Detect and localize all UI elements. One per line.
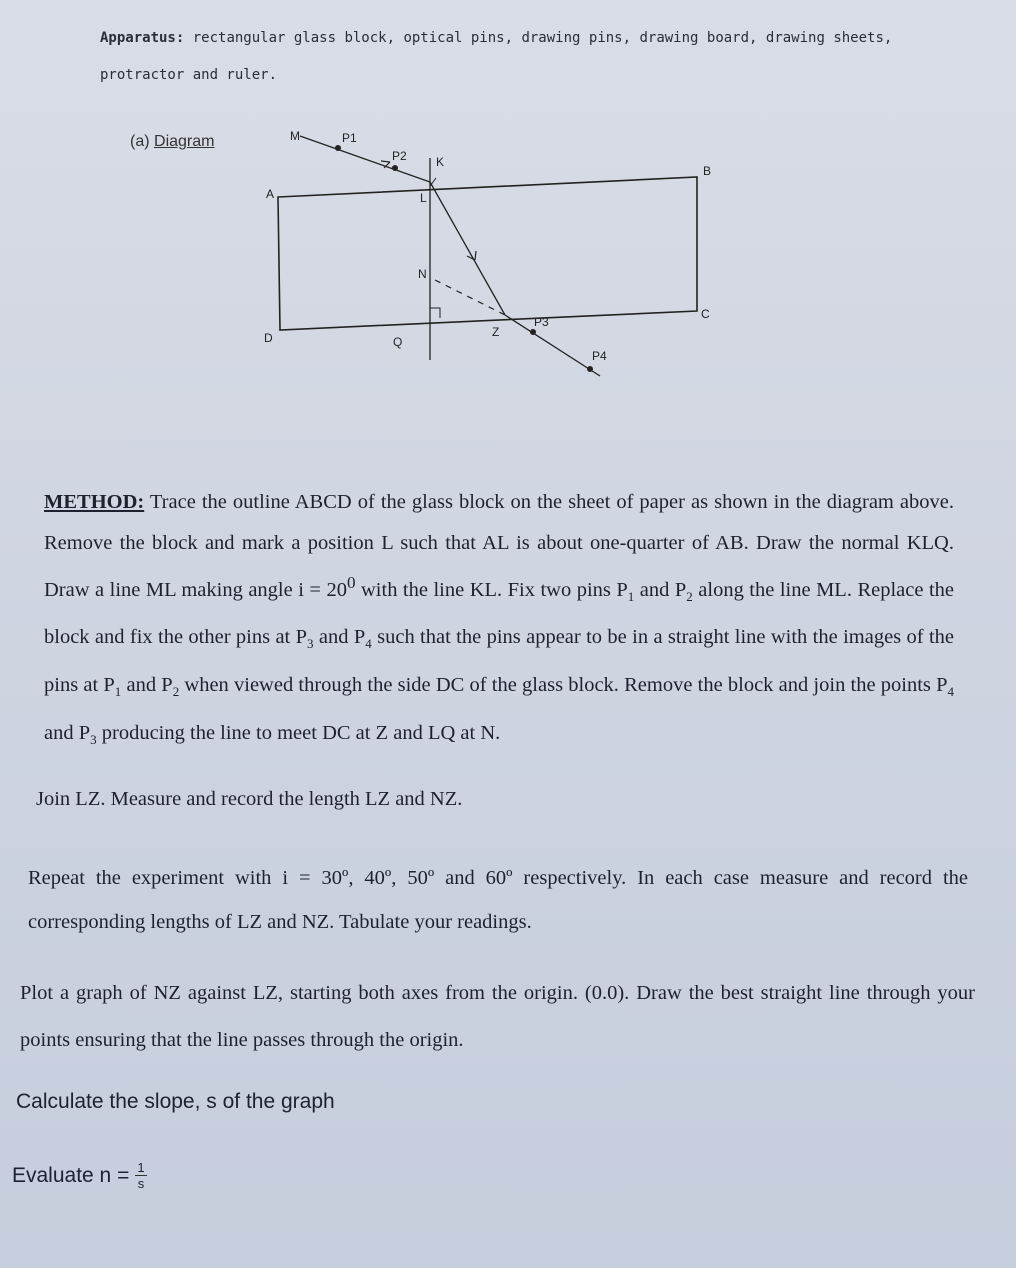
pin-p2 (392, 165, 398, 171)
label-p2: P2 (392, 149, 407, 163)
fraction-denominator: s (137, 1176, 145, 1191)
fraction-one-over-s (135, 1160, 146, 1191)
label-c: C (701, 307, 710, 321)
pin-p1 (335, 145, 341, 151)
slope-instruction: Calculate the slope, s of the graph (16, 1090, 335, 1113)
incident-ray (300, 136, 430, 182)
label-d: D (264, 331, 273, 345)
label-p4: P4 (592, 349, 607, 363)
pin-p4 (587, 366, 593, 372)
refracted-ray (430, 182, 505, 315)
diagram-caption-text: Diagram (154, 133, 215, 150)
apparatus-text: rectangular glass block, optical pins, drawing pins, drawing board, drawing sheets, protractor and ruler. (100, 30, 893, 83)
glass-block-diagram (230, 120, 750, 390)
emergent-ray (505, 315, 600, 376)
label-l: L (420, 191, 427, 205)
pin-p3 (530, 329, 536, 335)
apparatus-label: Apparatus: (100, 30, 185, 46)
label-p1: P1 (342, 131, 357, 145)
label-b: B (703, 164, 712, 178)
diagram-caption (130, 133, 214, 151)
evaluate-instruction (12, 1160, 147, 1191)
join-instruction: Join LZ. Measure and record the length LZ and NZ. (36, 788, 463, 810)
repeat-instruction: Repeat the experiment with i = 30º, 40º, 50º and 60º respectively. In each case measure and record the corresponding lengths of LZ and NZ. Tabulate your readings. (28, 867, 968, 933)
label-k: K (436, 155, 445, 169)
label-a: A (266, 187, 275, 201)
label-z: Z (492, 325, 500, 339)
apparatus-line (100, 20, 920, 94)
label-p3: P3 (534, 315, 549, 329)
label-n: N (418, 267, 427, 281)
method-paragraph: METHOD: Trace the outline ABCD of the glass block on the sheet of paper as shown in the diagram above. Remove the block and mark a position L such that AL is about one-quarter of AB. Draw the normal KLQ. Draw a line ML making angle $i = 20^0$ with the line KL. Fix two pins $P_1$ and $P_2$ along the line ML. Replace the block and fix the other pins at $P_3$ and $P_4$ such that the pins appear to be in a straight line with the images of the pins at $P_1$ and $P_2$ when viewed through the side DC of the glass block. Remove the block and join the points $P_4$ and $P_3$ producing the line to meet DC at Z and LQ at N. (44, 491, 955, 747)
plot-instruction: Plot a graph of NZ against LZ, starting both axes from the origin. (0.0). Draw the best straight line through your points ensuring that the line passes through the origin. (20, 982, 975, 1051)
label-m: M (290, 129, 300, 143)
fraction-numerator: 1 (137, 1160, 145, 1175)
label-q: Q (393, 335, 403, 349)
glass-block-outline (278, 177, 697, 330)
diagram-caption-prefix: (a) (130, 133, 150, 150)
method-heading: METHOD: (44, 491, 145, 513)
evaluate-text: Evaluate n = (12, 1163, 130, 1187)
